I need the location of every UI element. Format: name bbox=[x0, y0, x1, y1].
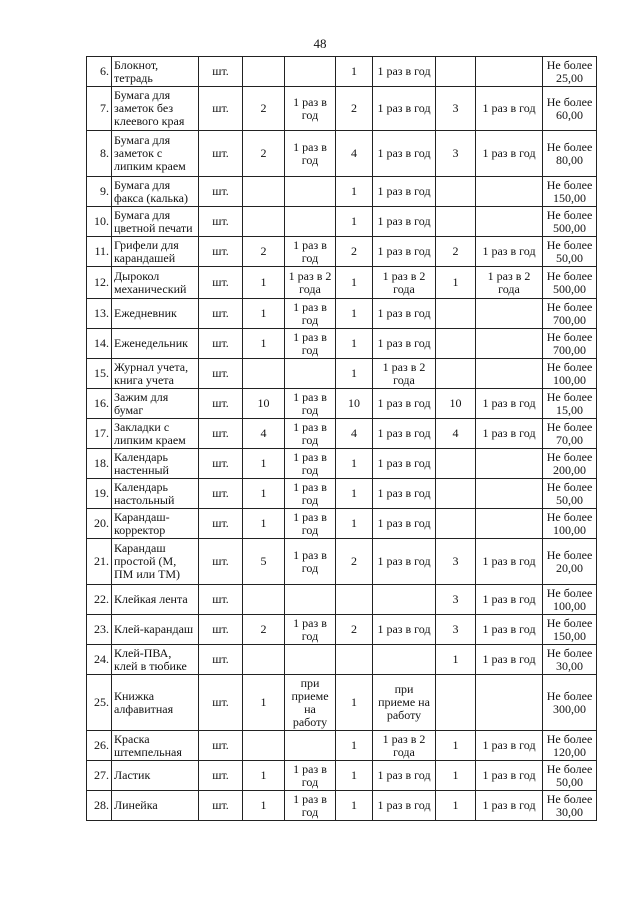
quantity-cell-1 bbox=[243, 731, 285, 761]
period-cell-3: 1 раз в год bbox=[476, 237, 543, 267]
item-name: Зажим для бумаг bbox=[112, 389, 199, 419]
period-cell-1 bbox=[285, 57, 336, 87]
row-number: 18. bbox=[87, 449, 112, 479]
period-cell-1 bbox=[285, 177, 336, 207]
quantity-cell-3: 3 bbox=[436, 87, 476, 131]
unit-cell: шт. bbox=[199, 131, 243, 177]
row-number: 27. bbox=[87, 761, 112, 791]
period-cell-1: 1 раз в год bbox=[285, 299, 336, 329]
row-number: 25. bbox=[87, 675, 112, 731]
period-cell-1: 1 раз в год bbox=[285, 131, 336, 177]
row-number: 19. bbox=[87, 479, 112, 509]
row-number: 16. bbox=[87, 389, 112, 419]
item-name: Клейкая лента bbox=[112, 585, 199, 615]
quantity-cell-2: 4 bbox=[336, 419, 373, 449]
period-cell-3 bbox=[476, 57, 543, 87]
period-cell-1: 1 раз в год bbox=[285, 329, 336, 359]
period-cell-2: 1 раз в год bbox=[373, 539, 436, 585]
period-cell-2 bbox=[373, 645, 436, 675]
price-cell: Не более 20,00 bbox=[543, 539, 597, 585]
item-name: Карандаш простой (М, ПМ или ТМ) bbox=[112, 539, 199, 585]
period-cell-1: 1 раз в год bbox=[285, 87, 336, 131]
price-cell: Не более 300,00 bbox=[543, 675, 597, 731]
period-cell-3: 1 раз в год bbox=[476, 731, 543, 761]
item-name: Блокнот, тетрадь bbox=[112, 57, 199, 87]
quantity-cell-1 bbox=[243, 177, 285, 207]
price-cell: Не более 120,00 bbox=[543, 731, 597, 761]
item-name: Грифели для карандашей bbox=[112, 237, 199, 267]
price-cell: Не более 700,00 bbox=[543, 329, 597, 359]
quantity-cell-2: 2 bbox=[336, 87, 373, 131]
row-number: 7. bbox=[87, 87, 112, 131]
quantity-cell-1: 2 bbox=[243, 87, 285, 131]
item-name: Книжка алфавитная bbox=[112, 675, 199, 731]
quantity-cell-2: 2 bbox=[336, 539, 373, 585]
quantity-cell-1 bbox=[243, 207, 285, 237]
item-name: Бумага для факса (калька) bbox=[112, 177, 199, 207]
table-row bbox=[87, 539, 597, 585]
quantity-cell-3 bbox=[436, 177, 476, 207]
quantity-cell-3 bbox=[436, 675, 476, 731]
quantity-cell-2: 1 bbox=[336, 449, 373, 479]
unit-cell: шт. bbox=[199, 419, 243, 449]
unit-cell: шт. bbox=[199, 87, 243, 131]
period-cell-3: 1 раз в год bbox=[476, 791, 543, 821]
row-number: 8. bbox=[87, 131, 112, 177]
period-cell-2: 1 раз в год bbox=[373, 87, 436, 131]
row-number: 9. bbox=[87, 177, 112, 207]
item-name: Краска штемпельная bbox=[112, 731, 199, 761]
quantity-cell-1: 1 bbox=[243, 791, 285, 821]
price-cell: Не более 25,00 bbox=[543, 57, 597, 87]
quantity-cell-2: 1 bbox=[336, 675, 373, 731]
quantity-cell-1: 5 bbox=[243, 539, 285, 585]
table-row bbox=[87, 585, 597, 615]
table-row bbox=[87, 207, 597, 237]
unit-cell: шт. bbox=[199, 57, 243, 87]
unit-cell: шт. bbox=[199, 389, 243, 419]
item-name: Бумага для заметок с липким краем bbox=[112, 131, 199, 177]
quantity-cell-1: 1 bbox=[243, 479, 285, 509]
period-cell-2: 1 раз в год bbox=[373, 57, 436, 87]
quantity-cell-3: 3 bbox=[436, 131, 476, 177]
unit-cell: шт. bbox=[199, 791, 243, 821]
quantity-cell-2: 1 bbox=[336, 791, 373, 821]
item-name: Ежедневник bbox=[112, 299, 199, 329]
price-cell: Не более 30,00 bbox=[543, 645, 597, 675]
quantity-cell-2 bbox=[336, 645, 373, 675]
quantity-cell-3 bbox=[436, 329, 476, 359]
price-cell: Не более 30,00 bbox=[543, 791, 597, 821]
quantity-cell-3: 1 bbox=[436, 761, 476, 791]
table-row bbox=[87, 791, 597, 821]
quantity-cell-1 bbox=[243, 645, 285, 675]
period-cell-2: 1 раз в год bbox=[373, 299, 436, 329]
period-cell-3 bbox=[476, 449, 543, 479]
table-row bbox=[87, 419, 597, 449]
row-number: 24. bbox=[87, 645, 112, 675]
period-cell-3: 1 раз в год bbox=[476, 539, 543, 585]
quantity-cell-1: 1 bbox=[243, 299, 285, 329]
row-number: 22. bbox=[87, 585, 112, 615]
quantity-cell-1: 1 bbox=[243, 761, 285, 791]
price-cell: Не более 100,00 bbox=[543, 509, 597, 539]
table-row bbox=[87, 615, 597, 645]
row-number: 23. bbox=[87, 615, 112, 645]
period-cell-3 bbox=[476, 329, 543, 359]
quantity-cell-2: 10 bbox=[336, 389, 373, 419]
period-cell-1: 1 раз в год bbox=[285, 761, 336, 791]
unit-cell: шт. bbox=[199, 267, 243, 299]
table-row bbox=[87, 177, 597, 207]
unit-cell: шт. bbox=[199, 449, 243, 479]
unit-cell: шт. bbox=[199, 479, 243, 509]
period-cell-3: 1 раз в год bbox=[476, 131, 543, 177]
quantity-cell-1 bbox=[243, 585, 285, 615]
quantity-cell-1: 2 bbox=[243, 131, 285, 177]
period-cell-1: 1 раз в год bbox=[285, 791, 336, 821]
quantity-cell-2: 1 bbox=[336, 177, 373, 207]
row-number: 17. bbox=[87, 419, 112, 449]
table-row bbox=[87, 479, 597, 509]
period-cell-3: 1 раз в год bbox=[476, 419, 543, 449]
quantity-cell-3 bbox=[436, 359, 476, 389]
unit-cell: шт. bbox=[199, 509, 243, 539]
price-cell: Не более 700,00 bbox=[543, 299, 597, 329]
item-name: Карандаш-корректор bbox=[112, 509, 199, 539]
period-cell-2: 1 раз в год bbox=[373, 131, 436, 177]
price-cell: Не более 70,00 bbox=[543, 419, 597, 449]
item-name: Закладки с липким краем bbox=[112, 419, 199, 449]
table-row bbox=[87, 237, 597, 267]
price-cell: Не более 500,00 bbox=[543, 207, 597, 237]
unit-cell: шт. bbox=[199, 329, 243, 359]
item-name: Журнал учета, книга учета bbox=[112, 359, 199, 389]
row-number: 26. bbox=[87, 731, 112, 761]
table-row bbox=[87, 329, 597, 359]
period-cell-2: 1 раз в 2 года bbox=[373, 359, 436, 389]
period-cell-2: 1 раз в год bbox=[373, 509, 436, 539]
table-row bbox=[87, 675, 597, 731]
quantity-cell-2: 4 bbox=[336, 131, 373, 177]
period-cell-3 bbox=[476, 509, 543, 539]
period-cell-2: 1 раз в год bbox=[373, 761, 436, 791]
quantity-cell-1: 1 bbox=[243, 675, 285, 731]
quantity-cell-3 bbox=[436, 299, 476, 329]
quantity-cell-2: 2 bbox=[336, 615, 373, 645]
item-name: Календарь настенный bbox=[112, 449, 199, 479]
price-cell: Не более 15,00 bbox=[543, 389, 597, 419]
item-name: Линейка bbox=[112, 791, 199, 821]
table-row bbox=[87, 57, 597, 87]
period-cell-3: 1 раз в год bbox=[476, 645, 543, 675]
row-number: 20. bbox=[87, 509, 112, 539]
quantity-cell-1: 1 bbox=[243, 329, 285, 359]
period-cell-1: 1 раз в год bbox=[285, 449, 336, 479]
row-number: 15. bbox=[87, 359, 112, 389]
unit-cell: шт. bbox=[199, 731, 243, 761]
period-cell-3: 1 раз в 2 года bbox=[476, 267, 543, 299]
period-cell-2: при приеме на работу bbox=[373, 675, 436, 731]
period-cell-2: 1 раз в год bbox=[373, 419, 436, 449]
period-cell-3: 1 раз в год bbox=[476, 761, 543, 791]
quantity-cell-2: 1 bbox=[336, 509, 373, 539]
price-cell: Не более 200,00 bbox=[543, 449, 597, 479]
quantity-cell-2: 1 bbox=[336, 359, 373, 389]
period-cell-1 bbox=[285, 359, 336, 389]
quantity-cell-2: 1 bbox=[336, 299, 373, 329]
table-row bbox=[87, 449, 597, 479]
quantity-cell-1: 1 bbox=[243, 267, 285, 299]
quantity-cell-2: 1 bbox=[336, 761, 373, 791]
price-cell: Не более 50,00 bbox=[543, 479, 597, 509]
unit-cell: шт. bbox=[199, 237, 243, 267]
unit-cell: шт. bbox=[199, 645, 243, 675]
unit-cell: шт. bbox=[199, 299, 243, 329]
period-cell-1: 1 раз в 2 года bbox=[285, 267, 336, 299]
quantity-cell-1 bbox=[243, 359, 285, 389]
period-cell-2: 1 раз в год bbox=[373, 389, 436, 419]
unit-cell: шт. bbox=[199, 539, 243, 585]
unit-cell: шт. bbox=[199, 207, 243, 237]
quantity-cell-3: 1 bbox=[436, 267, 476, 299]
quantity-cell-1: 10 bbox=[243, 389, 285, 419]
row-number: 28. bbox=[87, 791, 112, 821]
quantity-cell-1 bbox=[243, 57, 285, 87]
period-cell-2: 1 раз в год bbox=[373, 237, 436, 267]
table-row bbox=[87, 267, 597, 299]
period-cell-2: 1 раз в год bbox=[373, 615, 436, 645]
item-name: Бумага для заметок без клеевого края bbox=[112, 87, 199, 131]
quantity-cell-3: 3 bbox=[436, 585, 476, 615]
row-number: 12. bbox=[87, 267, 112, 299]
price-cell: Не более 150,00 bbox=[543, 615, 597, 645]
item-name: Бумага для цветной печати bbox=[112, 207, 199, 237]
period-cell-3: 1 раз в год bbox=[476, 615, 543, 645]
quantity-cell-1: 2 bbox=[243, 615, 285, 645]
price-cell: Не более 80,00 bbox=[543, 131, 597, 177]
quantity-cell-3 bbox=[436, 449, 476, 479]
period-cell-3: 1 раз в год bbox=[476, 585, 543, 615]
quantity-cell-2 bbox=[336, 585, 373, 615]
quantity-cell-2: 2 bbox=[336, 237, 373, 267]
period-cell-2: 1 раз в год bbox=[373, 791, 436, 821]
quantity-cell-3: 3 bbox=[436, 539, 476, 585]
page-number: 48 bbox=[313, 36, 327, 51]
table-row bbox=[87, 389, 597, 419]
period-cell-1: 1 раз в год bbox=[285, 389, 336, 419]
period-cell-2: 1 раз в год bbox=[373, 207, 436, 237]
period-cell-3: 1 раз в год bbox=[476, 87, 543, 131]
period-cell-3 bbox=[476, 177, 543, 207]
quantity-cell-3: 3 bbox=[436, 615, 476, 645]
unit-cell: шт. bbox=[199, 359, 243, 389]
table-row bbox=[87, 131, 597, 177]
price-cell: Не более 500,00 bbox=[543, 267, 597, 299]
quantity-cell-3 bbox=[436, 479, 476, 509]
table-row bbox=[87, 87, 597, 131]
quantity-cell-2: 1 bbox=[336, 57, 373, 87]
period-cell-1: 1 раз в год bbox=[285, 509, 336, 539]
period-cell-1: 1 раз в год bbox=[285, 615, 336, 645]
item-name: Ластик bbox=[112, 761, 199, 791]
period-cell-3 bbox=[476, 675, 543, 731]
quantity-cell-3 bbox=[436, 509, 476, 539]
item-name: Клей-карандаш bbox=[112, 615, 199, 645]
unit-cell: шт. bbox=[199, 585, 243, 615]
quantity-cell-1: 1 bbox=[243, 509, 285, 539]
supplies-table bbox=[86, 56, 597, 821]
period-cell-2: 1 раз в 2 года bbox=[373, 267, 436, 299]
table-row bbox=[87, 359, 597, 389]
period-cell-1 bbox=[285, 207, 336, 237]
period-cell-1: при приеме на работу bbox=[285, 675, 336, 731]
item-name: Еженедельник bbox=[112, 329, 199, 359]
period-cell-2: 1 раз в 2 года bbox=[373, 731, 436, 761]
row-number: 6. bbox=[87, 57, 112, 87]
quantity-cell-2: 1 bbox=[336, 207, 373, 237]
quantity-cell-1: 4 bbox=[243, 419, 285, 449]
row-number: 10. bbox=[87, 207, 112, 237]
row-number: 14. bbox=[87, 329, 112, 359]
quantity-cell-2: 1 bbox=[336, 731, 373, 761]
period-cell-1: 1 раз в год bbox=[285, 237, 336, 267]
quantity-cell-3: 10 bbox=[436, 389, 476, 419]
period-cell-3 bbox=[476, 207, 543, 237]
period-cell-1: 1 раз в год bbox=[285, 539, 336, 585]
table-row bbox=[87, 761, 597, 791]
quantity-cell-1: 2 bbox=[243, 237, 285, 267]
table-row bbox=[87, 645, 597, 675]
row-number: 21. bbox=[87, 539, 112, 585]
quantity-cell-2: 1 bbox=[336, 479, 373, 509]
period-cell-1: 1 раз в год bbox=[285, 479, 336, 509]
quantity-cell-2: 1 bbox=[336, 267, 373, 299]
price-cell: Не более 60,00 bbox=[543, 87, 597, 131]
unit-cell: шт. bbox=[199, 761, 243, 791]
period-cell-3: 1 раз в год bbox=[476, 389, 543, 419]
quantity-cell-3: 1 bbox=[436, 731, 476, 761]
table-row bbox=[87, 299, 597, 329]
quantity-cell-3 bbox=[436, 57, 476, 87]
unit-cell: шт. bbox=[199, 615, 243, 645]
quantity-cell-3: 1 bbox=[436, 645, 476, 675]
table-row bbox=[87, 731, 597, 761]
period-cell-1 bbox=[285, 731, 336, 761]
period-cell-2: 1 раз в год bbox=[373, 479, 436, 509]
period-cell-3 bbox=[476, 359, 543, 389]
quantity-cell-3: 2 bbox=[436, 237, 476, 267]
row-number: 11. bbox=[87, 237, 112, 267]
unit-cell: шт. bbox=[199, 177, 243, 207]
unit-cell: шт. bbox=[199, 675, 243, 731]
period-cell-3 bbox=[476, 479, 543, 509]
row-number: 13. bbox=[87, 299, 112, 329]
quantity-cell-3 bbox=[436, 207, 476, 237]
quantity-cell-2: 1 bbox=[336, 329, 373, 359]
period-cell-2: 1 раз в год bbox=[373, 449, 436, 479]
item-name: Клей-ПВА, клей в тюбике bbox=[112, 645, 199, 675]
price-cell: Не более 100,00 bbox=[543, 585, 597, 615]
price-cell: Не более 100,00 bbox=[543, 359, 597, 389]
item-name: Дырокол механический bbox=[112, 267, 199, 299]
period-cell-1 bbox=[285, 645, 336, 675]
price-cell: Не более 150,00 bbox=[543, 177, 597, 207]
quantity-cell-3: 4 bbox=[436, 419, 476, 449]
price-cell: Не более 50,00 bbox=[543, 761, 597, 791]
period-cell-2 bbox=[373, 585, 436, 615]
period-cell-1 bbox=[285, 585, 336, 615]
period-cell-2: 1 раз в год bbox=[373, 329, 436, 359]
table-body bbox=[87, 57, 597, 821]
item-name: Календарь настольный bbox=[112, 479, 199, 509]
price-cell: Не более 50,00 bbox=[543, 237, 597, 267]
period-cell-3 bbox=[476, 299, 543, 329]
quantity-cell-3: 1 bbox=[436, 791, 476, 821]
table-row bbox=[87, 509, 597, 539]
period-cell-2: 1 раз в год bbox=[373, 177, 436, 207]
quantity-cell-1: 1 bbox=[243, 449, 285, 479]
period-cell-1: 1 раз в год bbox=[285, 419, 336, 449]
